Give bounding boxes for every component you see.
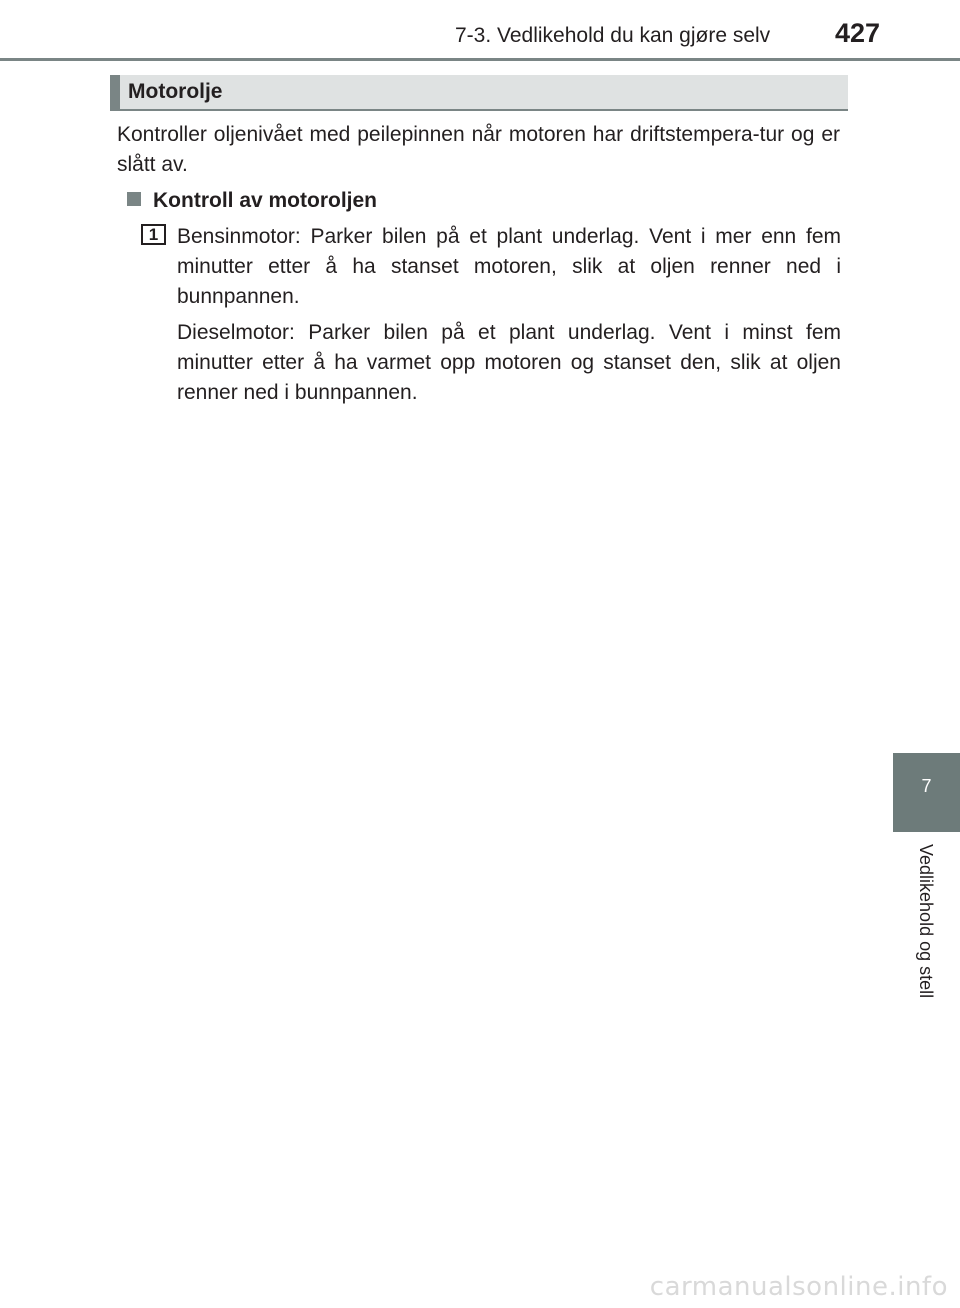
chapter-label: Vedlikehold og stell — [916, 844, 936, 999]
step-paragraph-diesel: Dieselmotor: Parker bilen på et plant underlag. Vent i minst fem minutter etter å ha varmet opp motoren og stanset den, slik at oljen renner ned i bunnpannen. — [177, 321, 841, 404]
step-number-badge: 1 — [141, 224, 166, 245]
section-title: Motorolje — [128, 80, 223, 103]
section-heading-bar — [110, 75, 848, 109]
subsection-title: Kontroll av motoroljen — [153, 189, 378, 212]
square-bullet-icon — [127, 192, 141, 206]
intro-paragraph: Kontroller oljenivået med peilepinnen når motoren har driftstempera-tur og er slått av. — [117, 123, 840, 176]
running-header: 7-3. Vedlikehold du kan gjøre selv — [455, 24, 771, 47]
watermark: carmanualsonline.info — [649, 1272, 948, 1302]
subsection-heading — [127, 186, 377, 216]
page-number: 427 — [834, 18, 880, 48]
section-heading-accent — [110, 75, 120, 109]
chapter-number: 7 — [921, 776, 932, 796]
chapter-label-area — [893, 832, 960, 1022]
step-paragraph-petrol: Bensinmotor: Parker bilen på et plant underlag. Vent i mer enn fem minutter etter å ha stanset motoren, slik at oljen renner ned i bunnpannen. — [177, 225, 841, 308]
header-rule — [0, 58, 960, 61]
chapter-tab — [893, 753, 960, 832]
section-heading-underline — [110, 109, 848, 111]
